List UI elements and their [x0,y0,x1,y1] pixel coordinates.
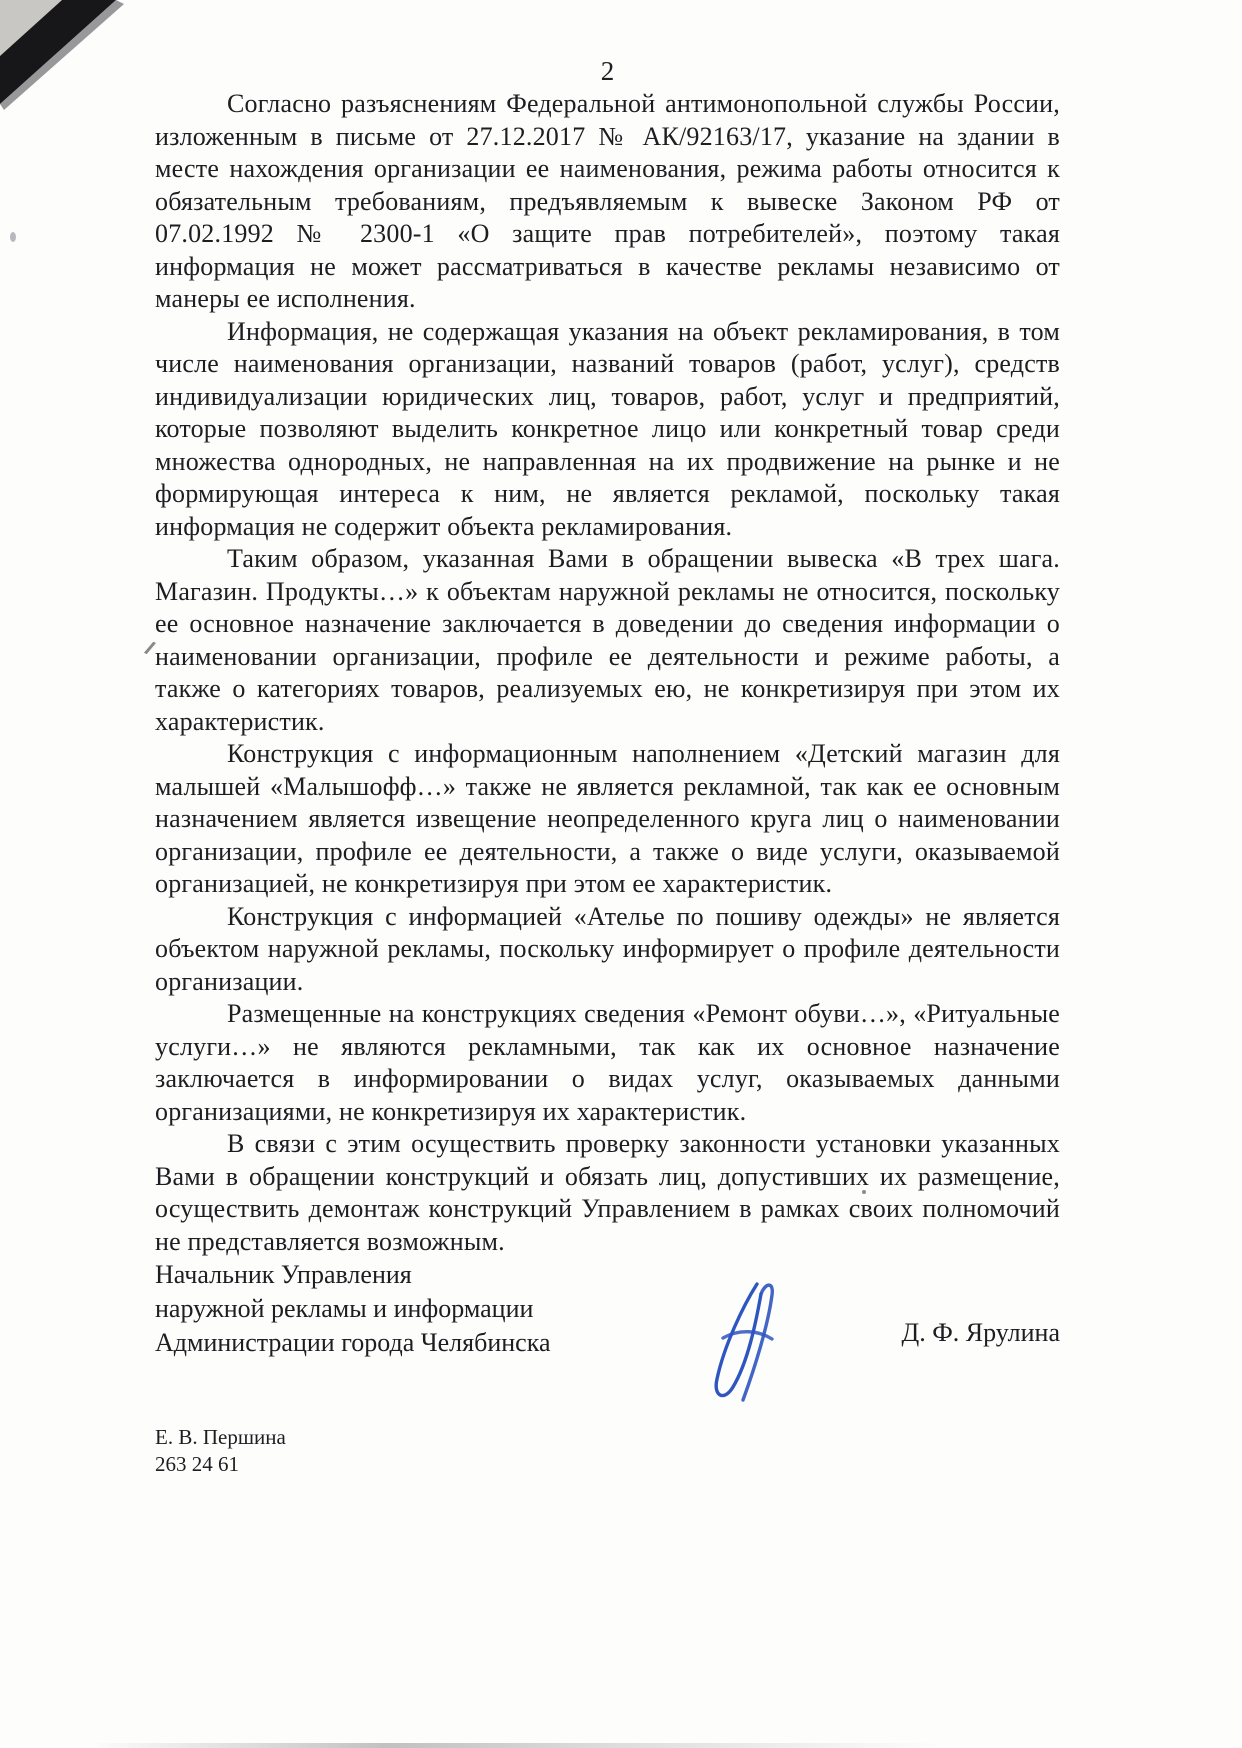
handwritten-signature [695,1276,805,1406]
executor-name: Е. В. Першина [155,1425,286,1449]
scan-speckle [862,1190,866,1194]
paragraph-information-definition: Информация, не содержащая указания на объект рекламирования, в том числе наименования организации, названий товаров (работ, услуг), средств индивидуализации юридических лиц, товаров, работ, услуг и предприятий, которые позволяют выделить конкретное лицо или конкретный товар среди множества однородных, не направленная на их продвижение на рынке и не формирующая интереса к ним, не является рекламой, поскольку такая информация не содержит объекта рекламирования. [155,316,1060,541]
signer-name: Д. Ф. Ярулина [901,1318,1060,1347]
signer-position-line-1: Начальник Управления [155,1260,412,1289]
letter-body [155,88,1060,1258]
signature-block [155,1258,1060,1408]
paragraph-conclusion: В связи с этим осуществить проверку законности установки указанных Вами в обращении конструкций и обязать лиц, допустивших их размещение, осуществить демонтаж конструкций Управлением в рамках своих полномочий не представляется возможным. [155,1129,1060,1256]
scan-bottom-smudge [90,1743,942,1748]
signer-position-line-2: наружной рекламы и информации [155,1294,534,1323]
paragraph-sign-v-treh-shaga: Таким образом, указанная Вами в обращении вывеска «В трех шага. Магазин. Продукты…» к объектам наружной рекламы не относится, поскольку ее основное назначение заключается в доведении до сведения информации о наименовании организации, профиле ее деятельности и режиме работы, а также о категориях товаров, реализуемых ею, не конкретизируя при этом их характеристик. [155,544,1060,736]
scan-speckle [10,232,16,242]
signer-position-line-3: Администрации города Челябинска [155,1328,551,1357]
executor-phone: 263 24 61 [155,1452,239,1476]
paragraph-sign-malyshoff: Конструкция с информационным наполнением «Детский магазин для малышей «Малышофф…» также не является рекламной, так как ее основным назначением является извещение неопределенного круга лиц о наименовании организации, профиле ее деятельности, а также о виде услуги, оказываемой организацией, не конкретизируя при этом ее характеристик. [155,739,1060,898]
paragraph-sign-atelier: Конструкция с информацией «Ателье по пошиву одежды» не является объектом наружной рекламы, поскольку информирует о профиле деятельности организации. [155,901,1060,996]
executor-info [155,1424,286,1478]
paragraph-fas-clarification: Согласно разъяснениям Федеральной антимонопольной службы России, изложенным в письме от 27.12.2017 № АК/92163/17, указание на здании в месте нахождения организации ее наименования, режима работы относится к обязательным требованиям, предъявляемым к вывеске Законом РФ от 07.02.1992 № 2300-1 «О защите прав потребителей», поэтому такая информация не может рассматриваться в качестве рекламы независимо от манеры ее исполнения. [155,89,1060,313]
scan-corner-artifact [0,0,140,120]
paragraph-sign-remont-ritual: Размещенные на конструкциях сведения «Ремонт обуви…», «Ритуальные услуги…» не являются рекламными, так как их основное назначение заключается в информировании о видах услуг, оказываемых данными организациями, не конкретизируя их характеристик. [155,999,1060,1126]
page-number: 2 [600,56,615,86]
